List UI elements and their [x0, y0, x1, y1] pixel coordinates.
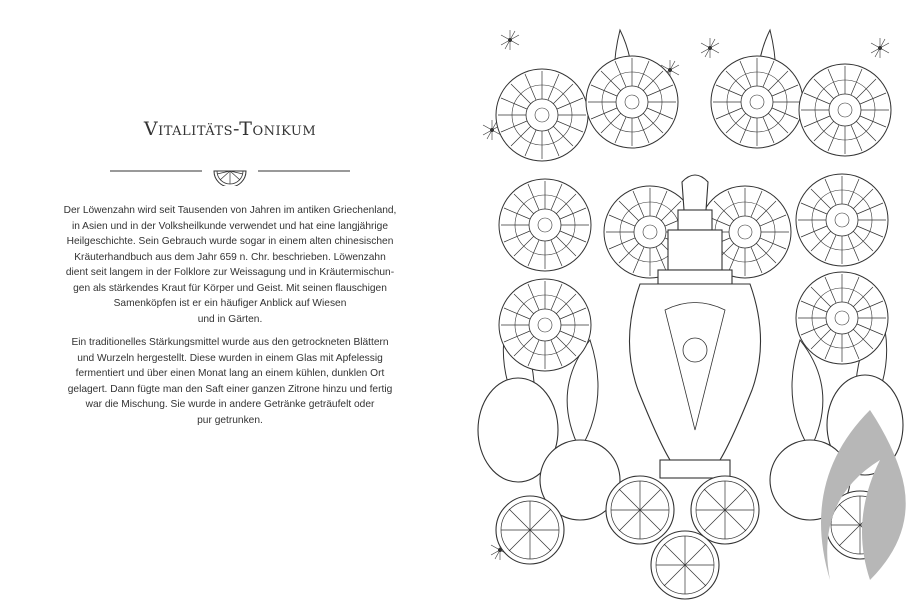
text-line: pur getrunken.: [197, 414, 263, 426]
text-line: Kräuterhandbuch aus dem Jahr 659 n. Chr. beschrieben. Löwenzahn: [74, 251, 386, 263]
text-line: dient seit langem in der Folklore zur Weissagung und in Kräutermischun-: [65, 267, 395, 278]
title-divider: [110, 160, 350, 186]
citrus-slice-icon: [214, 171, 246, 186]
text-line: Ein traditionelles Stärkungsmittel wurde aus den getrockneten Blättern: [71, 337, 389, 348]
text-line: und Wurzeln hergestellt. Diese wurden in einem Glas mit Apfelessig: [77, 352, 383, 364]
text-line: Der Löwenzahn wird seit Tausenden von Jahren im antiken Griechenland,: [63, 205, 397, 216]
page-title: Vitalitäts-Tonikum: [143, 118, 317, 140]
left-page: [0, 0, 460, 600]
body-text: [56, 203, 404, 436]
text-line: fermentiert und über einen Monat lang an einem kühlen, dunklen Ort: [75, 368, 385, 379]
text-line: in Asien und in der Volksheilkunde verwendet und hat eine langjährige: [71, 220, 389, 232]
text-line: Samenköpfen ist er ein häufiger Anblick auf Wiesen: [113, 298, 347, 309]
text-line: Heilgeschichte. Sein Gebrauch wurde sogar in einem alten chinesischen: [66, 236, 394, 247]
paragraph-2: [56, 335, 404, 428]
text-line: war die Mischung. Sie wurde in andere Getränke geträufelt oder: [85, 399, 375, 410]
text-line: und in Gärten.: [197, 313, 263, 325]
paragraph-1: [56, 203, 404, 327]
text-line: gelagert. Dann fügte man den Saft einer ganzen Zitrone hinzu und fertig: [67, 383, 393, 395]
text-line: gen als stärkendes Kraut für Körper und Geist. Mit seinen flauschigen: [73, 282, 387, 294]
coloring-illustration: [470, 10, 921, 600]
